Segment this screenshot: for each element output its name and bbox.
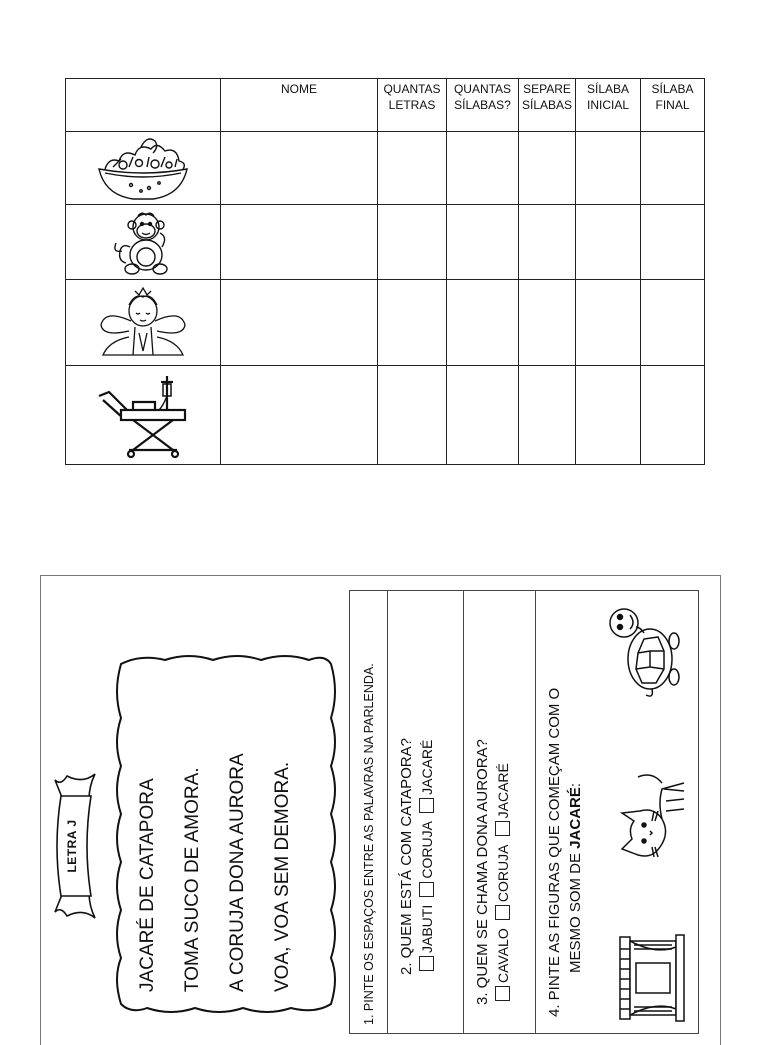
cell-letras[interactable]	[378, 132, 447, 205]
checkbox-jabuti[interactable]	[419, 956, 434, 971]
option-label: JABUTI	[419, 904, 435, 953]
table-row	[66, 205, 705, 280]
cell-separe[interactable]	[519, 205, 576, 280]
cell-separe[interactable]	[519, 366, 576, 465]
table-row	[66, 132, 705, 205]
question-4	[536, 591, 700, 1033]
checkbox-cavalo[interactable]	[495, 986, 510, 1001]
highlight-word: JACARÉ	[567, 787, 584, 849]
questions-box	[349, 590, 699, 1034]
question-1	[350, 591, 388, 1033]
cell-separe[interactable]	[519, 280, 576, 366]
ribbon-banner	[49, 766, 109, 926]
question-1-text: 1. PINTE OS ESPAÇOS ENTRE AS PALAVRAS NA PARLENDA.	[362, 663, 376, 1025]
cell-inicial[interactable]	[576, 280, 641, 366]
header-quantas-letras: QUANTAS LETRAS	[378, 79, 447, 132]
syllable-table	[65, 78, 705, 465]
cell-nome[interactable]	[221, 205, 378, 280]
turtle-drawing[interactable]	[596, 603, 686, 703]
checkbox-jacare[interactable]	[419, 798, 434, 813]
cell-silabas[interactable]	[447, 366, 519, 465]
cell-nome[interactable]	[221, 366, 378, 465]
cell-final[interactable]	[641, 132, 705, 205]
stretcher-drawing	[66, 366, 221, 465]
poem-line: JACARÉ DE CATAPORA	[137, 778, 158, 992]
cell-nome[interactable]	[221, 280, 378, 366]
table-row	[66, 366, 705, 465]
question-4-text: 4. PINTE AS FIGURAS QUE COMEÇAM COM O	[546, 687, 563, 1017]
cell-final[interactable]	[641, 205, 705, 280]
cell-final[interactable]	[641, 366, 705, 465]
cell-letras[interactable]	[378, 366, 447, 465]
question-2-options	[419, 591, 436, 975]
header-silaba-inicial: SÍLABA INICIAL	[576, 79, 641, 132]
cell-nome[interactable]	[221, 132, 378, 205]
option-label: CAVALO	[495, 928, 511, 983]
cell-letras[interactable]	[378, 280, 447, 366]
option-label: CORUJA	[495, 844, 511, 903]
cell-silabas[interactable]	[447, 132, 519, 205]
ribbon-title: LETRA J	[65, 819, 79, 873]
letter-j-worksheet	[40, 575, 721, 1045]
header-picture	[66, 79, 221, 132]
checkbox-coruja[interactable]	[495, 905, 510, 920]
window-drawing[interactable]	[616, 933, 688, 1023]
option-label: CORUJA	[419, 821, 435, 879]
header-silaba-final: SÍLABA FINAL	[641, 79, 705, 132]
cell-inicial[interactable]	[576, 366, 641, 465]
header-nome: NOME	[221, 79, 378, 132]
fairy-drawing	[66, 280, 221, 366]
cell-silabas[interactable]	[447, 280, 519, 366]
question-4-text-line2: MESMO SOM DE JACARÉ:	[567, 782, 584, 973]
cell-inicial[interactable]	[576, 132, 641, 205]
header-separe-silabas: SEPARE SÍLABAS	[519, 79, 576, 132]
cell-separe[interactable]	[519, 132, 576, 205]
cell-inicial[interactable]	[576, 205, 641, 280]
table-row	[66, 280, 705, 366]
table-header-row	[66, 79, 705, 132]
salad-bowl-drawing	[66, 132, 221, 205]
parlenda-poem	[125, 692, 305, 992]
option-label: JACARÉ	[495, 763, 511, 819]
poem-line: VOA, VOA SEM DEMORA.	[272, 761, 293, 992]
cell-final[interactable]	[641, 280, 705, 366]
checkbox-jacare[interactable]	[495, 821, 510, 836]
cat-drawing[interactable]	[608, 767, 688, 863]
question-3	[464, 591, 536, 1033]
question-2-text: 2. QUEM ESTÁ COM CATAPORA?	[398, 738, 415, 975]
poem-line: TOMA SUCO DE AMORA.	[182, 767, 203, 992]
option-label: JACARÉ	[419, 739, 435, 795]
cell-letras[interactable]	[378, 205, 447, 280]
question-2	[388, 591, 464, 1033]
checkbox-coruja[interactable]	[419, 882, 434, 897]
monkey-drawing	[66, 205, 221, 280]
header-quantas-silabas: QUANTAS SÍLABAS?	[447, 79, 519, 132]
cell-silabas[interactable]	[447, 205, 519, 280]
worksheet-rotated-content	[41, 576, 721, 1045]
question-3-text: 3. QUEM SE CHAMA DONA AURORA?	[474, 739, 491, 1005]
poem-line: A CORUJA DONA AURORA	[227, 753, 248, 992]
question-3-options	[495, 591, 512, 1005]
